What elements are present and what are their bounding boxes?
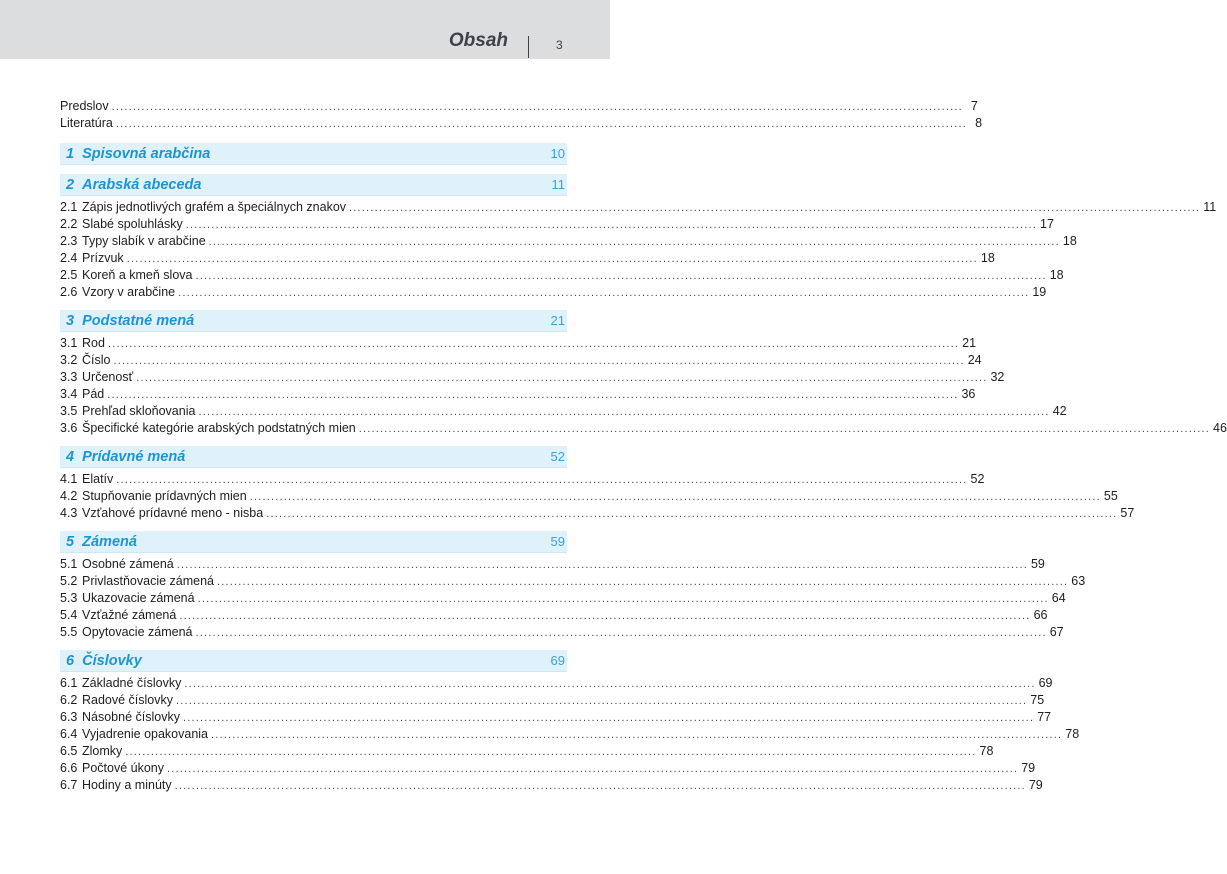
entry-title: Typy slabík v arabčine bbox=[82, 234, 206, 248]
chapter-page: 11 bbox=[551, 177, 565, 192]
entry-page: 78 bbox=[979, 744, 994, 758]
entry-title: Privlastňovacie zámená bbox=[82, 574, 215, 588]
dot-leader: ........................................................................................................................................................................................................ bbox=[211, 729, 1063, 741]
chapter-heading[interactable] bbox=[60, 310, 567, 332]
entry-title: Slabé spoluhlásky bbox=[82, 217, 183, 231]
dot-leader: ........................................................................................................................................................................................................ bbox=[107, 338, 960, 350]
entry-title: Pád bbox=[82, 387, 105, 401]
entry-number: 6.6 bbox=[60, 761, 78, 775]
toc-entry[interactable] bbox=[60, 250, 995, 267]
entry-number: 6.3 bbox=[60, 710, 78, 724]
entry-title: Špecifické kategórie arabských podstatných mien bbox=[82, 421, 356, 435]
chapter-name: Arabská abeceda bbox=[82, 176, 202, 193]
entry-number: 2.6 bbox=[60, 285, 78, 299]
chapter-name: Zámená bbox=[82, 533, 137, 550]
entry-page: 67 bbox=[1049, 625, 1064, 639]
entry-number: 5.1 bbox=[60, 557, 78, 571]
chapter-number: 5 bbox=[66, 533, 75, 550]
entry-number: 2.3 bbox=[60, 234, 78, 248]
entry-title: Vyjadrenie opakovania bbox=[82, 727, 209, 741]
dot-leader: ........................................................................................................................................................................................................ bbox=[266, 508, 1118, 520]
page-header bbox=[0, 0, 610, 59]
toc-entry[interactable] bbox=[60, 115, 983, 132]
entry-page: 79 bbox=[1021, 761, 1036, 775]
chapter-title bbox=[66, 534, 551, 550]
entry-title: Vzťažné zámená bbox=[82, 608, 177, 622]
entry-page: 8 bbox=[975, 116, 983, 130]
entry-number: 6.2 bbox=[60, 693, 78, 707]
entry-page: 78 bbox=[1065, 727, 1080, 741]
entry-page: 18 bbox=[1049, 268, 1064, 282]
dot-leader: ........................................................................................................................................................................................................ bbox=[126, 253, 978, 265]
entry-title: Prízvuk bbox=[82, 251, 124, 265]
entry-title: Zápis jednotlivých grafém a špeciálnych znakov bbox=[82, 200, 347, 214]
entry-number: 6.5 bbox=[60, 744, 78, 758]
dot-leader: ........................................................................................................................................................................................................ bbox=[217, 576, 1069, 588]
entry-page: 75 bbox=[1030, 693, 1045, 707]
entry-title: Zlomky bbox=[82, 744, 123, 758]
entry-title: Prehľad skloňovania bbox=[82, 404, 196, 418]
dot-leader: ........................................................................................................................................................................................................ bbox=[178, 287, 1030, 299]
toc-entry[interactable] bbox=[60, 369, 1005, 386]
entry-title: Ukazovacie zámená bbox=[82, 591, 195, 605]
entry-title: Určenosť bbox=[82, 370, 134, 384]
entry-title: Opytovacie zámená bbox=[82, 625, 193, 639]
toc-entry[interactable] bbox=[60, 777, 1043, 794]
toc-entry[interactable] bbox=[60, 267, 1064, 284]
entry-number: 5.2 bbox=[60, 574, 78, 588]
chapter-name: Spisovná arabčina bbox=[82, 145, 211, 162]
entry-page: 63 bbox=[1071, 574, 1086, 588]
chapter-page: 69 bbox=[550, 653, 565, 668]
entry-page: 18 bbox=[980, 251, 995, 265]
entry-title: Stupňovanie prídavných mien bbox=[82, 489, 247, 503]
toc-entry[interactable] bbox=[60, 743, 994, 760]
dot-leader: ........................................................................................................................................................................................................ bbox=[208, 236, 1060, 248]
entry-title: Osobné zámená bbox=[82, 557, 174, 571]
entry-title: Elatív bbox=[82, 472, 114, 486]
entry-page: 21 bbox=[962, 336, 977, 350]
entry-number: 2.4 bbox=[60, 251, 78, 265]
dot-leader: ........................................................................................................................................................................................................ bbox=[111, 101, 963, 113]
dot-leader: ........................................................................................................................................................................................................ bbox=[198, 406, 1050, 418]
entry-page: 69 bbox=[1038, 676, 1053, 690]
dot-leader: ........................................................................................................................................................................................................ bbox=[107, 389, 959, 401]
dot-leader: ........................................................................................................................................................................................................ bbox=[136, 372, 988, 384]
toc-entry[interactable] bbox=[60, 760, 1036, 777]
entry-number: 3.2 bbox=[60, 353, 78, 367]
chapter-page: 52 bbox=[550, 449, 565, 464]
chapter-name: Číslovky bbox=[82, 652, 142, 669]
toc-entry[interactable] bbox=[60, 420, 1227, 437]
entry-number: 6.7 bbox=[60, 778, 78, 792]
entry-page: 57 bbox=[1120, 506, 1135, 520]
toc-entry[interactable] bbox=[60, 352, 982, 369]
entry-title: Číslo bbox=[82, 353, 111, 367]
chapter-heading[interactable] bbox=[60, 650, 567, 672]
dot-leader: ........................................................................................................................................................................................................ bbox=[167, 763, 1019, 775]
entry-title: Násobné číslovky bbox=[82, 710, 180, 724]
toc-entry[interactable] bbox=[60, 505, 1135, 522]
dot-leader: ........................................................................................................................................................................................................ bbox=[249, 491, 1101, 503]
entry-title: Koreň a kmeň slova bbox=[82, 268, 193, 282]
dot-leader: ........................................................................................................................................................................................................ bbox=[115, 118, 968, 130]
entry-title: Základné číslovky bbox=[82, 676, 182, 690]
entry-number: 2.1 bbox=[60, 200, 78, 214]
entry-page: 79 bbox=[1028, 778, 1043, 792]
entry-number: 5.5 bbox=[60, 625, 78, 639]
chapter-title bbox=[66, 146, 551, 162]
entry-number: 4.1 bbox=[60, 472, 78, 486]
dot-leader: ........................................................................................................................................................................................................ bbox=[349, 202, 1201, 214]
dot-leader: ........................................................................................................................................................................................................ bbox=[195, 270, 1047, 282]
entry-number: 3.3 bbox=[60, 370, 78, 384]
dot-leader: ........................................................................................................................................................................................................ bbox=[176, 559, 1028, 571]
entry-page: 17 bbox=[1040, 217, 1054, 231]
toc-entry[interactable] bbox=[60, 284, 1047, 301]
toc-entry[interactable] bbox=[60, 709, 1052, 726]
chapter-title bbox=[66, 313, 551, 329]
entry-page: 55 bbox=[1103, 489, 1118, 503]
entry-number: 2.2 bbox=[60, 217, 78, 231]
chapter-number: 4 bbox=[66, 448, 75, 465]
entry-title: Radové číslovky bbox=[82, 693, 174, 707]
table-of-contents bbox=[60, 98, 1227, 794]
entry-page: 24 bbox=[967, 353, 982, 367]
toc-entry[interactable] bbox=[60, 726, 1080, 743]
dot-leader: ........................................................................................................................................................................................................ bbox=[185, 219, 1037, 231]
entry-page: 77 bbox=[1037, 710, 1052, 724]
entry-page: 64 bbox=[1051, 591, 1066, 605]
dot-leader: ........................................................................................................................................................................................................ bbox=[116, 474, 968, 486]
entry-number: 3.4 bbox=[60, 387, 78, 401]
entry-page: 11 bbox=[1203, 200, 1217, 214]
toc-entry[interactable] bbox=[60, 216, 1054, 233]
chapter-page: 21 bbox=[550, 313, 565, 328]
dot-leader: ........................................................................................................................................................................................................ bbox=[125, 746, 977, 758]
chapter-page: 10 bbox=[550, 146, 565, 161]
toc-entry[interactable] bbox=[60, 692, 1045, 709]
chapter-heading[interactable] bbox=[60, 143, 567, 165]
dot-leader: ........................................................................................................................................................................................................ bbox=[358, 423, 1210, 435]
dot-leader: ........................................................................................................................................................................................................ bbox=[113, 355, 965, 367]
header-separator bbox=[528, 36, 529, 58]
entry-number: 2.5 bbox=[60, 268, 78, 282]
chapter-heading[interactable] bbox=[60, 174, 567, 196]
entry-number: 3.6 bbox=[60, 421, 78, 435]
toc-entry[interactable] bbox=[60, 573, 1086, 590]
toc-entry[interactable] bbox=[60, 556, 1045, 573]
chapter-number: 6 bbox=[66, 652, 75, 669]
entry-page: 46 bbox=[1213, 421, 1227, 435]
toc-entry[interactable] bbox=[60, 471, 985, 488]
chapter-heading[interactable] bbox=[60, 446, 567, 468]
entry-title: Počtové úkony bbox=[82, 761, 164, 775]
entry-title: Vzory v arabčine bbox=[82, 285, 176, 299]
toc-entry[interactable] bbox=[60, 607, 1048, 624]
entry-title: Rod bbox=[82, 336, 105, 350]
entry-number: 6.4 bbox=[60, 727, 78, 741]
dot-leader: ........................................................................................................................................................................................................ bbox=[184, 678, 1036, 690]
toc-entry[interactable] bbox=[60, 488, 1118, 505]
toc-entry[interactable] bbox=[60, 590, 1066, 607]
entry-page: 7 bbox=[970, 99, 978, 113]
chapter-name: Podstatné mená bbox=[82, 312, 195, 329]
toc-entry[interactable] bbox=[60, 98, 978, 115]
dot-leader: ........................................................................................................................................................................................................ bbox=[176, 695, 1028, 707]
entry-title: Vzťahové prídavné meno - nisba bbox=[82, 506, 264, 520]
chapter-number: 3 bbox=[66, 312, 75, 329]
entry-number: 5.4 bbox=[60, 608, 78, 622]
entry-number: 3.5 bbox=[60, 404, 78, 418]
toc-entry[interactable] bbox=[60, 675, 1053, 692]
chapter-title bbox=[66, 653, 551, 669]
dot-leader: ........................................................................................................................................................................................................ bbox=[174, 780, 1026, 792]
toc-entry[interactable] bbox=[60, 386, 976, 403]
entry-page: 66 bbox=[1033, 608, 1048, 622]
toc-entry[interactable] bbox=[60, 199, 1217, 216]
chapter-number: 2 bbox=[66, 176, 75, 193]
dot-leader: ........................................................................................................................................................................................................ bbox=[195, 627, 1047, 639]
toc-entry[interactable] bbox=[60, 233, 1077, 250]
chapter-page: 59 bbox=[550, 534, 565, 549]
entry-number: 4.3 bbox=[60, 506, 78, 520]
chapter-title bbox=[66, 177, 552, 193]
page-title: Obsah bbox=[448, 30, 508, 51]
dot-leader: ........................................................................................................................................................................................................ bbox=[197, 593, 1049, 605]
chapter-name: Prídavné mená bbox=[82, 448, 186, 465]
page-number: 3 bbox=[556, 38, 563, 52]
entry-page: 52 bbox=[970, 472, 985, 486]
entry-page: 18 bbox=[1062, 234, 1077, 248]
entry-page: 36 bbox=[961, 387, 976, 401]
toc-entry[interactable] bbox=[60, 335, 977, 352]
entry-page: 42 bbox=[1052, 404, 1067, 418]
dot-leader: ........................................................................................................................................................................................................ bbox=[179, 610, 1031, 622]
chapter-number: 1 bbox=[66, 145, 75, 162]
toc-entry[interactable] bbox=[60, 403, 1067, 420]
entry-page: 19 bbox=[1032, 285, 1047, 299]
entry-title: Hodiny a minúty bbox=[82, 778, 172, 792]
chapter-heading[interactable] bbox=[60, 531, 567, 553]
chapter-title bbox=[66, 449, 551, 465]
dot-leader: ........................................................................................................................................................................................................ bbox=[182, 712, 1035, 724]
entry-number: 5.3 bbox=[60, 591, 78, 605]
entry-title: Literatúra bbox=[60, 116, 113, 130]
toc-entry[interactable] bbox=[60, 624, 1064, 641]
entry-page: 32 bbox=[990, 370, 1005, 384]
entry-number: 3.1 bbox=[60, 336, 78, 350]
entry-page: 59 bbox=[1030, 557, 1045, 571]
entry-title: Predslov bbox=[60, 99, 109, 113]
entry-number: 6.1 bbox=[60, 676, 78, 690]
entry-number: 4.2 bbox=[60, 489, 78, 503]
